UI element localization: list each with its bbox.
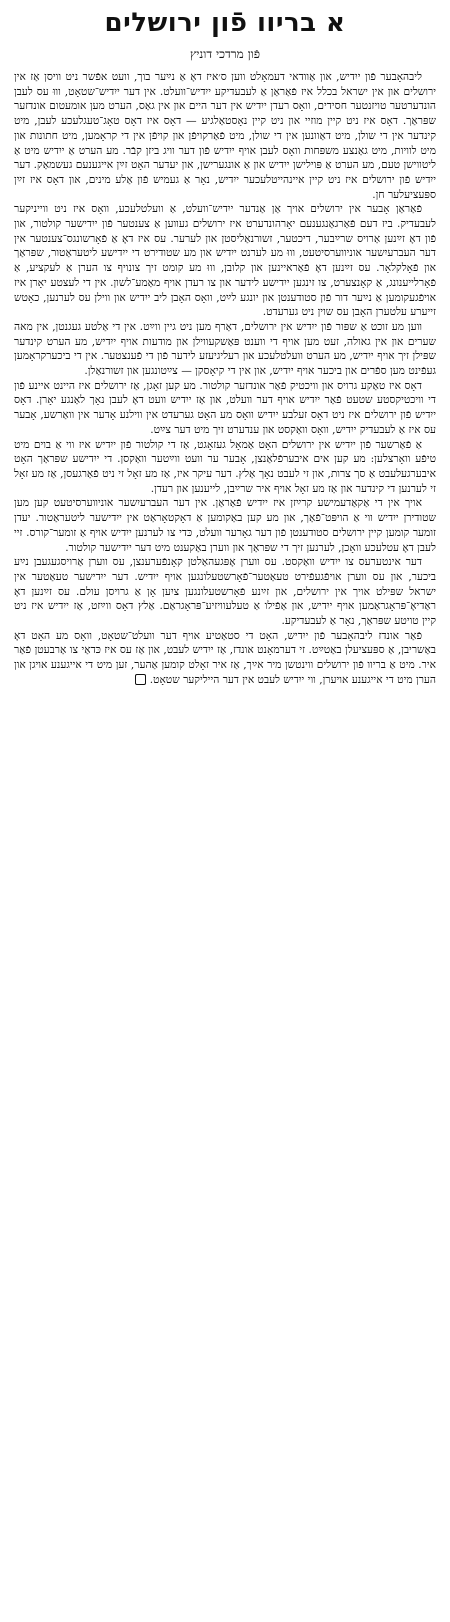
paragraph: ליבהאָבער פֿון ייִדיש, און אַוודאי דעמאָלט ווען ס׳איז דאָ אַ נײַער בוך, וועט אפֿשר ניט וויסן אַז אין ירושלים און אין ישראל בכלל איז פֿאַראַן אַ לעבעדיקע ייִדיש־וועלט. אין דער ייִדיש־שטאָט, וווּ עס לעבן הונדערטער טויזנטער חסידים, וואָס רעדן ייִדיש אין דער היים און אין גאַס, הערט מען אומעטום אונדזער שפּראַך. דאָס איז ניט קיין מוזיי און ניט קיין נאָסטאַלגיע — דאָס איז דאָס טאָג־טעגלעכע לעבן, מיט קינדער אין די שולן, מיט דאַוונען אין די שולן, מיט פֿאַרקויפֿן און קויפֿן אין די קראָמען, מיט חתונות און מיט לוויות, מיט גאַנצע משפּחות וואָס לעבן אויף ייִדיש פֿון דער וויג ביזן קבֿר. מע הערט אַ ייִדיש מיט אַ ליטווישן טעם, מע הערט אַ פּוילישן ייִדיש און אַ אונגערישן, און יעדער האָט זײַן אייגענעם געשמאַק. דער ייִדיש פֿון ירושלים איז ניט קיין איינהייטלעכער ייִדיש, נאָר אַ געמיש פֿון אַלע מינים, און דאָס איז זײַן ספּעציעלער חן. (14, 71, 436, 201)
article-byline: פֿון מרדכי דוניץ (190, 47, 260, 61)
paragraph: דאָס איז טאַקע גרויס און וויכטיק פֿאַר אונדזער קולטור. מע קען זאָגן, אַז ירושלים איז היינט איינע פֿון די וויכטיקסטע שטעט פֿאַר ייִדיש אויף דער וועלט, און אַז ייִדיש וועט דאָ לעבן נאָך לאַנגע יאָרן. דאָס ייִדיש פֿון ירושלים איז ניט דאָס זעלבע ייִדיש וואָס מע האָט גערעדט אין ווילנע אָדער אין וואַרשע, אָבער עס איז אַ לעבעדיק ייִדיש, וואָס וואַקסט און ענדערט זיך מיט דער צײַט. (14, 379, 436, 436)
paragraph: פֿאַראַן אָבער אין ירושלים אויך אַן אַנדער ייִדיש־וועלט, אַ וועלטלעכע, וואָס איז ניט ווייניקער לעבעדיק. ביז דעם פֿאַרגאַנגענעם יאָרהונדערט איז ירושלים געווען אַ צענטער פֿון ייִדישער קולטור, און פֿון דאָ זײַנען אַרויס שרײַבער, דיכטער, זשורנאַליסטן און לערער. עס איז דאָ אַ פֿאָרשונגס־צענטער אין דער העברעיִשער אוניווערסיטעט, וווּ מע לערנט ייִדיש און מע שטודירט די ייִדישע ליטעראַטור, שפּראַך און פֿאָלקלאָר. עס זײַנען דאָ פֿאַראיינען און קלובן, וווּ מע קומט זיך צונויף צו הערן אַ לעקציע, אַ פֿאָרלייענונג, אַ קאָנצערט, צו זינגען ייִדישע לידער און צו רעדן אויף מאַמע־לשון. אין די לעצטע יאָרן איז אויפֿגעקומען אַ נײַער דור פֿון סטודענטן און יונגע לײַט, וואָס האָבן ליב ייִדיש און ווילן עס לערנען, כאָטש זייערע עלטערן האָבן עס שוין ניט גערעדט. (14, 203, 436, 319)
paragraph: דער אינטערעס צו ייִדיש וואַקסט. עס ווערן אָפּגעהאַלטן קאָנפֿערענצן, עס ווערן אַרויסגעגעבן נײַע ביכער, און עס ווערן אויפֿגעפֿירט טעאַטער־פֿאָרשטעלונגען אויף ייִדיש. דער ייִדישער טעאַטער אין ישראל שפּילט אויך אין ירושלים, און זײַנע פֿאָרשטעלונגען ציִען אָן אַ גרויסן עולם. עס זײַנען דאָ ראַדיאָ־פּראָגראַמען אויף ייִדיש, און אַפֿילו אַ טעלעוויזיע־פּראָגראַם. אַלץ דאָס ווײַזט, אַז ייִדיש איז ניט קיין טויטע שפּראַך, נאָר אַ לעבעדיקע. (14, 556, 436, 628)
last-paragraph (14, 629, 436, 688)
paragraph-text: פֿאַר אונדז ליבהאָבער פֿון ייִדיש, האָט די סטאַטיע אויף דער וועלט־שטאָט, וואָס מע האָט דאָ באַשריבן, אַ ספּעציעלן באַטײַט. זי דערמאָנט אונדז, אַז ייִדיש לעבט, און אַז עס איז כּדאַי צו אַרבעטן פֿאַר איר. מיט אַ בריוו פֿון ירושלים ווינטשן מיר אײַך, אַז איר זאָלט קומען אַהער, זען מיט די אייגענע אויגן און הערן מיט די אייגענע אויערן, ווי ייִדיש לעבט אין דער הייליקער שטאָט. (14, 629, 436, 686)
article-title: א בריוו פֿון ירושלים (104, 8, 346, 38)
end-of-article-mark (135, 674, 146, 685)
paragraph: אַ פֿאַרשער פֿון ייִדיש אין ירושלים האָט אַמאָל געזאָגט, אַז די קולטור פֿון ייִדיש איז ווי אַ בוים מיט טיפֿע וואָרצלען: מע קען אים איבערפֿלאַנצן, אָבער ער וועט ווײַטער וואַקסן. די ייִדישע שפּראַך האָט איבערגעלעבט אַ סך צרות, און זי לעבט נאָך אַלץ. דער עיקר איז, אַז מע זאָל זי ניט פֿאַרגעסן, אַז מע זאָל זי לערנען די קינדער און אַז מע זאָל אויף איר שרײַבן, לייענען און רעדן. (14, 438, 436, 495)
paragraph: אויך אין די אַקאַדעמישע קרײַזן איז ייִדיש פֿאַראַן. אין דער העברעיִשער אוניווערסיטעט קען מען שטודירן ייִדיש ווי אַ הויפּט־פֿאַך, און מע קען באַקומען אַ דאָקטאָראַט אין ייִדישער ליטעראַטור. יעדן זומער קומען קיין ירושלים סטודענטן פֿון דער גאָרער וועלט, כּדי צו לערנען ייִדיש אויף אַ זומער־קורס. זיי לעבן דאָ עטלעכע וואָכן, לערנען זיך די שפּראַך און ווערן באַקענט מיט דער ייִדישער קולטור. (14, 497, 436, 554)
paragraph: ווען מע זוכט אַ שפּור פֿון ייִדיש אין ירושלים, דאַרף מען ניט גיין ווײַט. אין די אַלטע געגנטן, אין מאה שערים און אין גאולה, זעט מען אויף די ווענט פּאַשקעווילן און מודעות אויף ייִדיש, מע הערט קינדער שפּילן זיך אויף ייִדיש, מע הערט וועלטלעכע און רעליגיעזע לידער פֿון די פֿענצטער. אין די ביכערקראָמען געפֿינט מען ספֿרים און ביכער אויף ייִדיש, און אין די קיאָסקן — צײַטונגען און זשורנאַלן. (14, 320, 436, 378)
article-body (14, 70, 436, 1610)
